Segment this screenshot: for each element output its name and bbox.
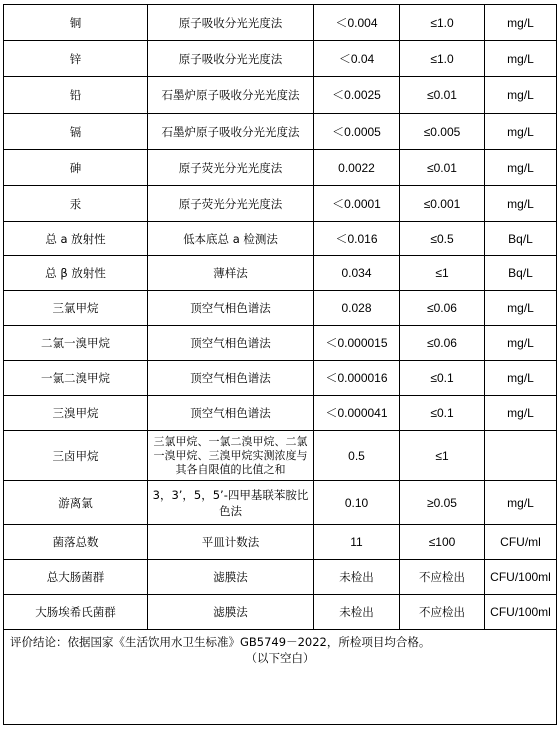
item-name: 二氯一溴甲烷 <box>4 326 148 361</box>
test-method: 滤膜法 <box>148 595 314 630</box>
test-result: ＜0.016 <box>314 222 400 256</box>
standard-limit: ≤0.005 <box>400 114 485 150</box>
test-method: 原子荧光分光光度法 <box>148 150 314 186</box>
table-row <box>4 525 557 560</box>
test-method: 原子吸收分光光度法 <box>148 5 314 41</box>
unit: CFU/ml <box>485 525 557 560</box>
test-result: 未检出 <box>314 595 400 630</box>
test-result: ＜0.000016 <box>314 361 400 396</box>
test-result: ＜0.004 <box>314 5 400 41</box>
test-result: ＜0.000015 <box>314 326 400 361</box>
table-row <box>4 222 557 256</box>
unit: CFU/100ml <box>485 560 557 595</box>
blank-below-note: （以下空白） <box>245 651 315 665</box>
item-name: 菌落总数 <box>4 525 148 560</box>
table-row <box>4 41 557 77</box>
standard-limit: ≤0.01 <box>400 150 485 186</box>
test-result: 0.5 <box>314 431 400 481</box>
item-name: 三卤甲烷 <box>4 431 148 481</box>
conclusion-row <box>4 630 557 725</box>
standard-limit: ≤0.5 <box>400 222 485 256</box>
test-method: 平皿计数法 <box>148 525 314 560</box>
table-row <box>4 291 557 326</box>
standard-limit: ≤1.0 <box>400 41 485 77</box>
item-name: 总 β 放射性 <box>4 256 148 291</box>
test-method: 三氯甲烷、一氯二溴甲烷、二氯一溴甲烷、三溴甲烷实测浓度与其各自限值的比值之和 <box>148 431 314 481</box>
item-name: 铜 <box>4 5 148 41</box>
table-row <box>4 150 557 186</box>
standard-limit: ≤1 <box>400 256 485 291</box>
standard-limit: ≤100 <box>400 525 485 560</box>
table-row <box>4 396 557 431</box>
unit: mg/L <box>485 41 557 77</box>
table-row <box>4 186 557 222</box>
standard-limit: 不应检出 <box>400 560 485 595</box>
test-result: 0.034 <box>314 256 400 291</box>
standard-limit: ≤0.1 <box>400 396 485 431</box>
unit: Bq/L <box>485 222 557 256</box>
standard-limit: 不应检出 <box>400 595 485 630</box>
test-method: 滤膜法 <box>148 560 314 595</box>
unit: Bq/L <box>485 256 557 291</box>
item-name: 镉 <box>4 114 148 150</box>
test-method: 原子吸收分光光度法 <box>148 41 314 77</box>
table-row <box>4 114 557 150</box>
table-row <box>4 595 557 630</box>
item-name: 总大肠菌群 <box>4 560 148 595</box>
test-result: 0.028 <box>314 291 400 326</box>
unit: mg/L <box>485 396 557 431</box>
item-name: 三溴甲烷 <box>4 396 148 431</box>
item-name: 铅 <box>4 77 148 114</box>
unit: mg/L <box>485 150 557 186</box>
table-row <box>4 431 557 481</box>
test-result: 未检出 <box>314 560 400 595</box>
item-name: 三氯甲烷 <box>4 291 148 326</box>
test-method: 薄样法 <box>148 256 314 291</box>
table-row <box>4 326 557 361</box>
unit: mg/L <box>485 5 557 41</box>
test-method: 石墨炉原子吸收分光光度法 <box>148 114 314 150</box>
test-method: 顶空气相色谱法 <box>148 361 314 396</box>
test-result: ＜0.0025 <box>314 77 400 114</box>
unit: mg/L <box>485 186 557 222</box>
table-row <box>4 481 557 525</box>
standard-limit: ≤0.06 <box>400 326 485 361</box>
test-result: 0.0022 <box>314 150 400 186</box>
test-result: ＜0.0005 <box>314 114 400 150</box>
test-method: 低本底总 a 检测法 <box>148 222 314 256</box>
unit: mg/L <box>485 291 557 326</box>
table-row <box>4 361 557 396</box>
item-name: 大肠埃希氏菌群 <box>4 595 148 630</box>
test-result: ＜0.000041 <box>314 396 400 431</box>
test-result: 0.10 <box>314 481 400 525</box>
conclusion-cell <box>4 630 557 725</box>
test-method: 顶空气相色谱法 <box>148 326 314 361</box>
item-name: 锌 <box>4 41 148 77</box>
test-method: 石墨炉原子吸收分光光度法 <box>148 77 314 114</box>
standard-limit: ≤0.01 <box>400 77 485 114</box>
standard-limit: ≤1.0 <box>400 5 485 41</box>
item-name: 汞 <box>4 186 148 222</box>
evaluation-conclusion: 评价结论：依据国家《生活饮用水卫生标准》GB5749－2022，所检项目均合格。 <box>10 635 431 649</box>
table-row <box>4 256 557 291</box>
item-name: 总 a 放射性 <box>4 222 148 256</box>
unit: CFU/100ml <box>485 595 557 630</box>
standard-limit: ≤0.001 <box>400 186 485 222</box>
item-name: 游离氯 <box>4 481 148 525</box>
test-result: ＜0.04 <box>314 41 400 77</box>
standard-limit: ≥0.05 <box>400 481 485 525</box>
test-method: 原子荧光分光光度法 <box>148 186 314 222</box>
table-row <box>4 77 557 114</box>
test-results-table <box>3 4 557 725</box>
unit: mg/L <box>485 77 557 114</box>
unit: mg/L <box>485 361 557 396</box>
table-row <box>4 560 557 595</box>
unit: mg/L <box>485 481 557 525</box>
table-row <box>4 5 557 41</box>
standard-limit: ≤0.06 <box>400 291 485 326</box>
standard-limit: ≤1 <box>400 431 485 481</box>
item-name: 砷 <box>4 150 148 186</box>
unit: mg/L <box>485 114 557 150</box>
item-name: 一氯二溴甲烷 <box>4 361 148 396</box>
standard-limit: ≤0.1 <box>400 361 485 396</box>
unit <box>485 431 557 481</box>
test-method: 顶空气相色谱法 <box>148 291 314 326</box>
test-result: ＜0.0001 <box>314 186 400 222</box>
test-method: 顶空气相色谱法 <box>148 396 314 431</box>
test-result: 11 <box>314 525 400 560</box>
test-method: 3，3’，5，5’-四甲基联苯胺比色法 <box>148 481 314 525</box>
unit: mg/L <box>485 326 557 361</box>
